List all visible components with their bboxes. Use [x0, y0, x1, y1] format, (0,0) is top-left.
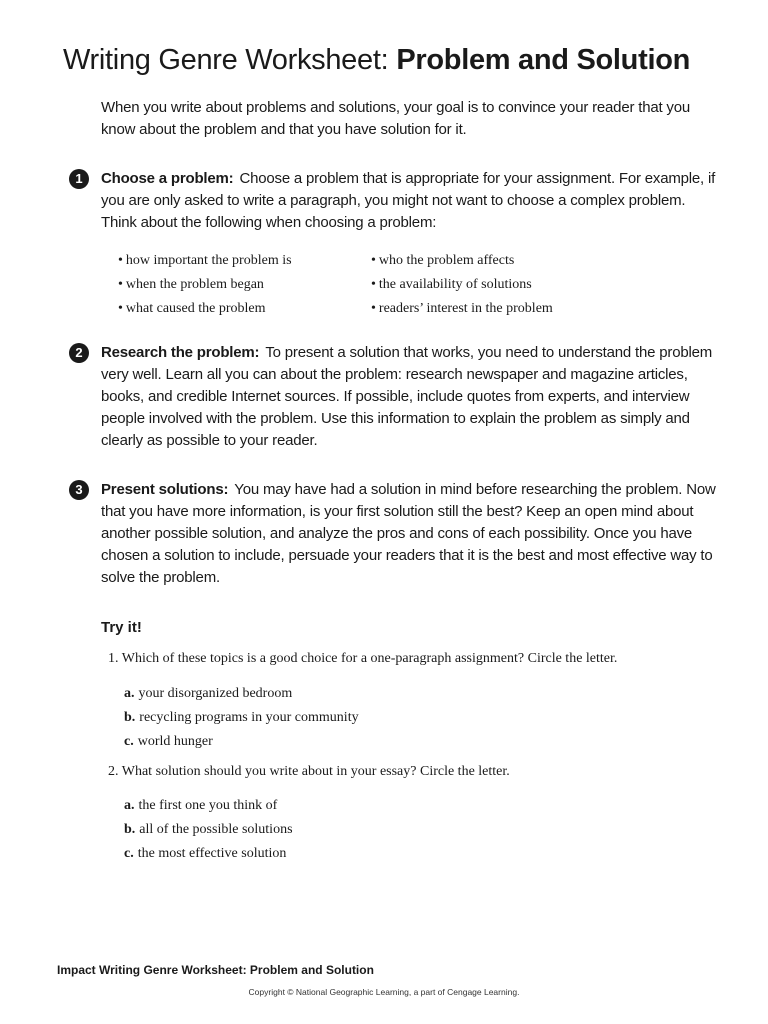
step-lead: Choose a problem:	[101, 170, 234, 187]
step-text: To present a solution that works, you need to understand the problem very well. Learn all you can about the problem: research newspaper and magazine articles, books, and credible Internet sources. If possible, include quotes from experts, and interview people involved with the problem. Use this information to explain the problem as simply and clearly as possible to your reader.	[101, 344, 713, 449]
answer-option-b[interactable]	[124, 818, 624, 842]
question-1-options	[124, 682, 624, 754]
answer-option-b[interactable]	[124, 706, 624, 730]
answer-option-c[interactable]	[124, 730, 624, 754]
step-research-problem	[75, 342, 721, 452]
considerations-column-right	[371, 249, 621, 321]
footer-title: Impact Writing Genre Worksheet: Problem and Solution	[57, 963, 374, 977]
question-1: 1. Which of these topics is a good choice for a one-paragraph assignment? Circle the letter.	[108, 651, 618, 666]
option-text: your disorganized bedroom	[138, 686, 293, 701]
considerations-column-left	[118, 249, 368, 321]
step-lead: Present solutions:	[101, 481, 229, 498]
step-present-solutions	[75, 479, 721, 589]
step-number-badge: 2	[69, 343, 89, 363]
step-number-badge: 1	[69, 169, 89, 189]
list-item: • who the problem affects	[371, 249, 621, 273]
step-text: You may have had a solution in mind before researching the problem. Now that you have more information, is your first solution still the best? Keep an open mind about another possible solution, and analyze the pros and cons of each possibility. Once you have chosen a solution to include, persuade your readers that it is the best and most effective way to solve the problem.	[101, 481, 716, 586]
option-text: recycling programs in your community	[139, 710, 359, 725]
step-number-badge: 3	[69, 480, 89, 500]
list-item: • when the problem began	[118, 273, 368, 297]
intro-paragraph: When you write about problems and solutions, your goal is to convince your reader that you know about the problem and that you have solution for it.	[101, 99, 691, 138]
try-it-heading: Try it!	[101, 619, 142, 636]
option-letter: b.	[124, 710, 136, 725]
list-item: • readers’ interest in the problem	[371, 297, 621, 321]
option-text: world hunger	[137, 734, 213, 749]
footer-copyright: Copyright © National Geographic Learning, a part of Cengage Learning.	[248, 987, 520, 997]
page-title	[63, 40, 690, 80]
step-lead: Research the problem:	[101, 344, 260, 361]
option-text: the most effective solution	[137, 846, 287, 861]
page-title-bold: Problem and Solution	[396, 44, 691, 76]
answer-option-c[interactable]	[124, 842, 624, 866]
option-letter: b.	[124, 822, 136, 837]
step-text: Choose a problem that is appropriate for your assignment. For example, if you are only asked to write a paragraph, you might not want to choose a complex problem. Think about the following when choosing a problem:	[101, 170, 716, 231]
page-title-light: Writing Genre Worksheet:	[63, 44, 389, 76]
list-item: • how important the problem is	[118, 249, 368, 273]
option-letter: a.	[124, 798, 135, 813]
question-2: 2. What solution should you write about in your essay? Circle the letter.	[108, 764, 510, 779]
list-item: • the availability of solutions	[371, 273, 621, 297]
option-text: all of the possible solutions	[139, 822, 293, 837]
option-letter: c.	[124, 734, 134, 749]
answer-option-a[interactable]	[124, 794, 624, 818]
option-letter: c.	[124, 846, 134, 861]
step-choose-problem	[75, 168, 721, 234]
option-text: the first one you think of	[138, 798, 278, 813]
list-item: • what caused the problem	[118, 297, 368, 321]
answer-option-a[interactable]	[124, 682, 624, 706]
option-letter: a.	[124, 686, 135, 701]
question-2-options	[124, 794, 624, 866]
